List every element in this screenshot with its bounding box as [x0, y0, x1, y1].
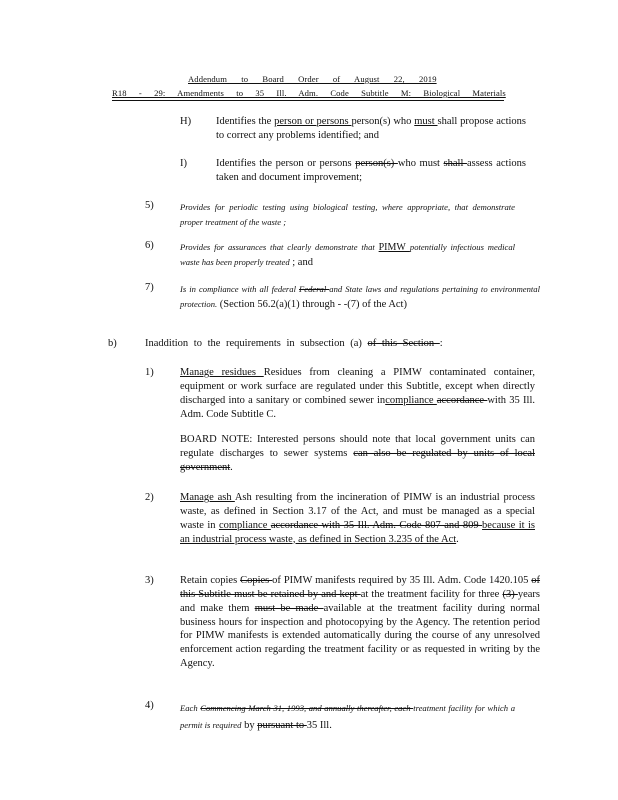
- item-label-H: H): [180, 116, 192, 127]
- header-subtitle: R18 - 29: Amendments to 35 Ill. Adm. Code Subtitle M: Biological Materials: [112, 88, 506, 98]
- b-item-label-2: 2): [145, 492, 154, 503]
- section-b-text: Inaddition to the requirements in subsection (a) of this Section :: [145, 338, 443, 349]
- item-6-text: Provides for assurances that clearly demonstrate that PIMW potentially infectious medical waste has been properly treated ; and: [180, 242, 516, 268]
- b-item-2-text: Manage ash Ash resulting from the incineration of PIMW is an industrial process waste, as defined in Section 3.17 of the Act, and must be managed as a special waste in compliance accordance with 35 Ill. Adm. Code 807 and 809 because it is an industrial process waste, as defined in Section 3.235 of the Act.: [180, 492, 535, 545]
- item-label-7: 7): [145, 282, 154, 293]
- item-5-text: Provides for periodic testing using biological testing, where appropriate, that demonstrate proper treatment of the waste ;: [180, 202, 515, 227]
- b-item-label-3: 3): [145, 575, 154, 586]
- item-label-6: 6): [145, 240, 154, 251]
- header-title: Addendum to Board Order of August 22, 2019: [188, 74, 437, 84]
- item-label-5: 5): [145, 200, 154, 211]
- item-H-text: Identifies the person or persons person(s) who must shall propose actions to correct any problems identified; and: [216, 116, 526, 141]
- header-line-1: [188, 74, 437, 85]
- item-label-I: I): [180, 158, 187, 169]
- b-item-1-board-note: BOARD NOTE: Interested persons should note that local government units can regulate discharges to sewer systems can also be regulated by units of local government.: [180, 434, 535, 473]
- b-item-label-1: 1): [145, 367, 154, 378]
- header-rule: [112, 100, 504, 101]
- b-item-label-4: 4): [145, 700, 154, 711]
- item-7-text: Is in compliance with all federal Federal and State laws and regulations pertaining to environmental protection. (Section 56.2(a)(1) through - -(7) of the Act): [180, 284, 540, 310]
- section-label-b: b): [108, 338, 117, 349]
- b-item-3-text: Retain copies Copies of PIMW manifests required by 35 Ill. Adm. Code 1420.105 of this Subtitle must be retained by and kept at the treatment facility for three (3) years and make them must be made available at the treatment facility during normal business hours for inspection and photocopying by the Agency. The retention period for PIMW manifests is extended automatically during the course of any unresolved enforcement action regarding the treatment facility or as requested in writing by the Agency.: [180, 575, 541, 670]
- item-I-text: Identifies the person or persons person(s) who must shall assess actions taken and document improvement;: [216, 158, 526, 183]
- b-item-4-text: Each Commencing March 31, 1993, and annually thereafter, each treatment facility for which a permit is required by pursuant to 35 Ill.: [180, 703, 515, 731]
- header-line-2: [112, 88, 506, 99]
- b-item-1-text: Manage residues Residues from cleaning a PIMW contaminated container, equipment or work surface are regulated under this Subtitle, except when directly discharged into a sanitary or combined sewer incompliance accordance with 35 Ill. Adm. Code Subtitle C.: [180, 367, 535, 420]
